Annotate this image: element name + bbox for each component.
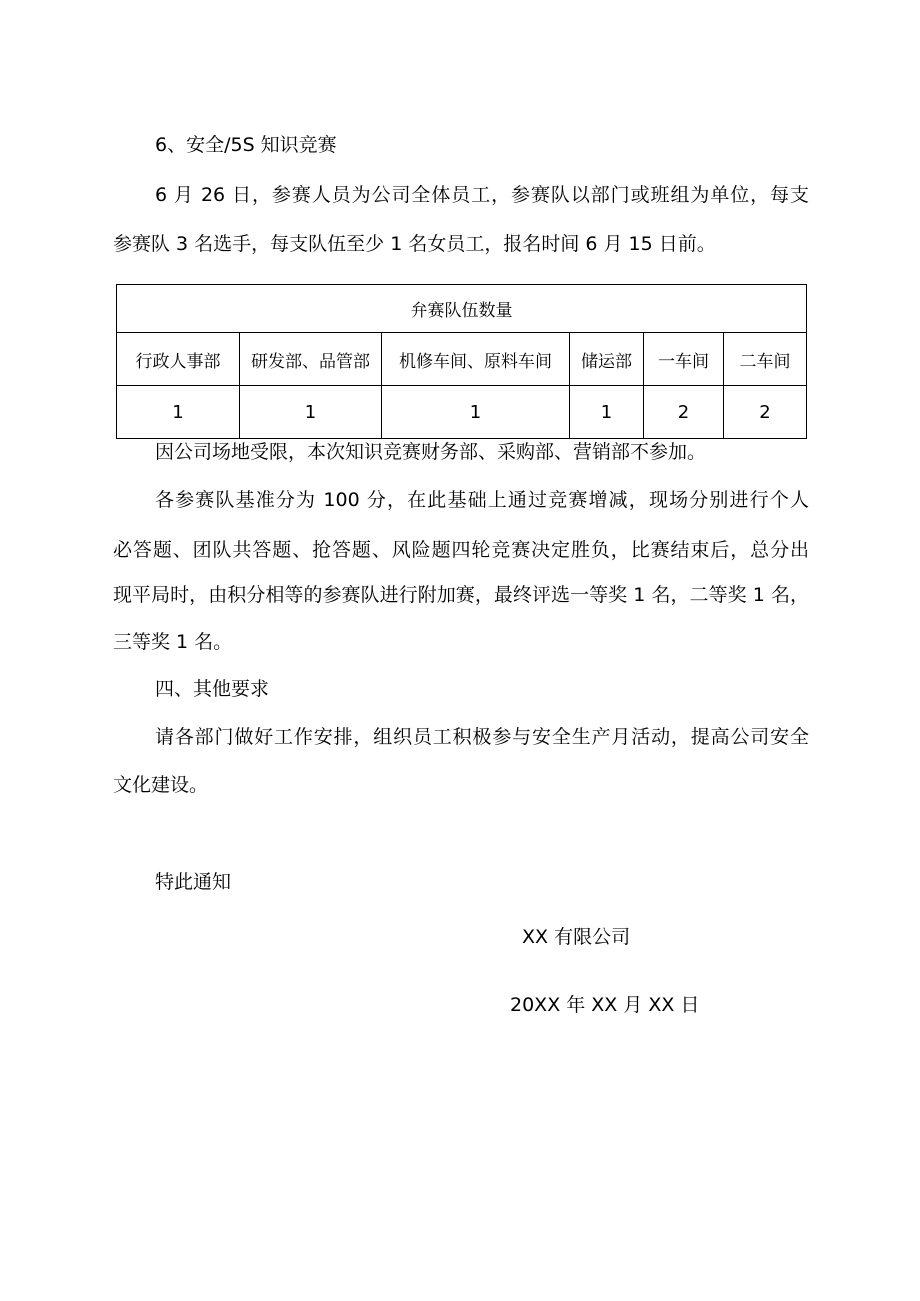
table-value-row xyxy=(117,386,807,439)
header-admin-hr: 行政人事部 xyxy=(117,333,240,386)
excluded-departments-note: 因公司场地受限，本次知识竞赛财务部、采购部、营销部不参加。 xyxy=(155,441,707,463)
company-signature: XX 有限公司 xyxy=(522,926,631,948)
document-date: 20XX 年 XX 月 XX 日 xyxy=(510,994,700,1016)
value-logistics: 1 xyxy=(570,386,644,439)
rules-line-3: 现平局时，由积分相等的参赛队进行附加赛，最终评选一等奖 1 名，二等奖 1 名， xyxy=(113,584,809,606)
table-title: 弁赛队伍数量 xyxy=(117,285,807,333)
section-6-paragraph-line-2: 参赛队 3 名选手，每支队伍至少 1 名女员工，报名时间 6 月 15 日前。 xyxy=(113,233,716,255)
value-workshop-2: 2 xyxy=(724,386,807,439)
rules-line-2: 必答题、团队共答题、抢答题、风险题四轮竞赛决定胜负，比赛结束后，总分出 xyxy=(113,539,809,561)
rules-line-4: 三等奖 1 名。 xyxy=(113,631,233,653)
section-6-paragraph-line-1: 6 月 26 日，参赛人员为公司全体员工，参赛队以部门或班组为单位，每支 xyxy=(155,184,809,206)
section-4-line-1: 请各部门做好工作安排，组织员工积极参与安全生产月活动，提高公司安全 xyxy=(155,726,809,748)
header-workshop-2: 二车间 xyxy=(724,333,807,386)
value-rd-qc: 1 xyxy=(240,386,382,439)
header-workshop-1: 一车间 xyxy=(644,333,724,386)
value-workshop-1: 2 xyxy=(644,386,724,439)
value-maintenance-materials: 1 xyxy=(382,386,570,439)
header-logistics: 储运部 xyxy=(570,333,644,386)
header-maintenance-materials: 机修车间、原料车间 xyxy=(382,333,570,386)
table-header-row xyxy=(117,333,807,386)
section-4-heading: 四、其他要求 xyxy=(155,678,270,700)
team-count-table xyxy=(116,284,807,439)
closing-notice: 特此通知 xyxy=(155,871,232,893)
section-4-line-2: 文化建设。 xyxy=(113,774,209,796)
section-6-heading: 6、安全/5S 知识竞赛 xyxy=(155,134,337,156)
value-admin-hr: 1 xyxy=(117,386,240,439)
rules-line-1: 各参赛队基准分为 100 分，在此基础上通过竞赛增减，现场分别进行个人 xyxy=(155,489,809,511)
header-rd-qc: 研发部、品管部 xyxy=(240,333,382,386)
